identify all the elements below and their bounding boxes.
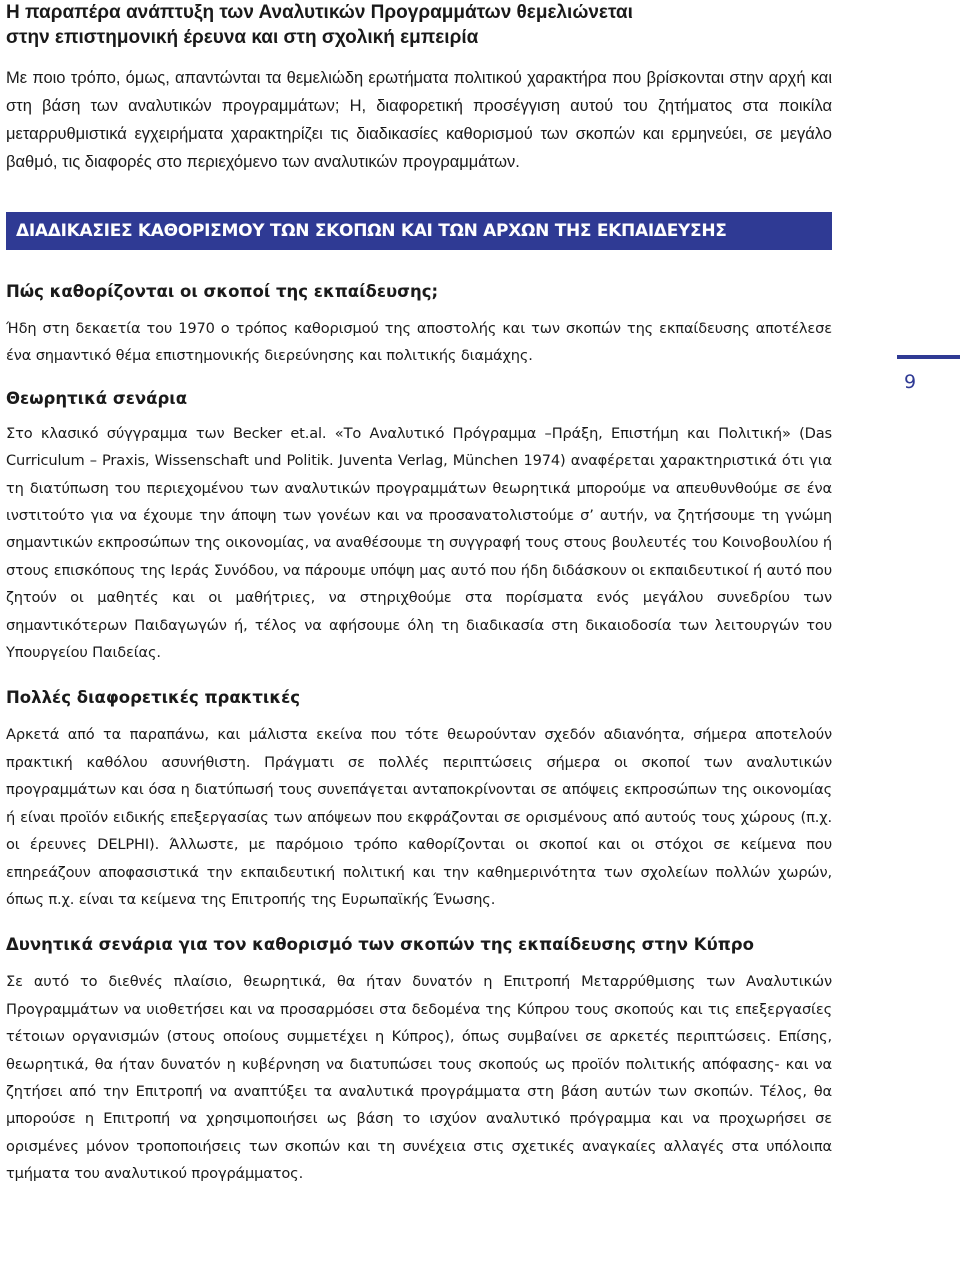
page-number-block xyxy=(897,355,960,393)
section-heading-cyprus: Δυνητικά σενάρια για τον καθορισμό των σκοπών της εκπαίδευσης στην Κύπρο xyxy=(6,935,754,955)
section-heading-purposes: Πώς καθορίζονται οι σκοποί της εκπαίδευσης; xyxy=(6,282,439,301)
section-paragraph-purposes: Ήδη στη δεκαετία του 1970 ο τρόπος καθορισμού της αποστολής και των σκοπών της εκπαίδευσης αποτέλεσε ένα σημαντικό θέμα επιστημονικής διερεύνησης και πολιτικής διαμάχης. xyxy=(6,320,832,365)
section-heading-practices: Πολλές διαφορετικές πρακτικές xyxy=(6,688,301,708)
intro-paragraph: Με ποιο τρόπο, όμως, απαντώνται τα θεμελιώδη ερωτήματα πολιτικού χαρακτήρα που βρίσκονται στην αρχή και στη βάση των αναλυτικών προγραμμάτων; Η, διαφορετική προσέγγιση αυτού του ζητήματος στα ποικίλα μεταρρυθμιστικά εγχειρήματα χαρακτηρίζει τις διαδικασίες καθορισμού των σκοπών και ερμηνεύει, σε μεγάλο βαθμό, τις διαφορές στο περιεχόμενο των αναλυτικών προγραμμάτων. xyxy=(6,69,832,171)
intro-title xyxy=(6,0,832,50)
intro-title-line-2: στην επιστημονική έρευνα και στη σχολική εμπειρία xyxy=(6,27,479,48)
intro-title-line-1: Η παραπέρα ανάπτυξη των Αναλυτικών Προγραμμάτων θεμελιώνεται xyxy=(6,2,633,23)
section-banner: ΔΙΑΔΙΚΑΣΙΕΣ ΚΑΘΟΡΙΣΜΟΥ ΤΩΝ ΣΚΟΠΩΝ ΚΑΙ ΤΩΝ ΑΡΧΩΝ ΤΗΣ ΕΚΠΑΙΔΕΥΣΗΣ xyxy=(6,212,832,250)
document-page xyxy=(6,0,832,1188)
section-paragraph-practices: Αρκετά από τα παραπάνω, και μάλιστα εκείνα που τότε θεωρούνταν σχεδόν αδιανόητα, σήμερα αποτελούν πρακτική καθόλου ασυνήθιστη. Πράγματι σε πολλές περιπτώσεις σήμερα οι σκοποί των αναλυτικών προγραμμάτων και όσα η διατύπωσή τους συνεπάγεται ανταποκρίνονται σε απόψεις εκπροσώπων της οικονομίας ή είναι προϊόν ειδικής επεξεργασίας των απόψεων που εκφράζονται σε ορισμένους από αυτούς τους χώρους (π.χ. οι έρευνες DELPHI). Άλλωστε, με παρόμοιο τρόπο καθορίζονται οι σκοποί και οι στόχοι σε κείμενα που επηρεάζουν αποφασιστικά την εκπαιδευτική πολιτική και την καθημερινότητα των σχολείων πολλών χωρών, όπως π.χ. είναι τα κείμενα της Επιτροπής της Ευρωπαϊκής Ένωσης. xyxy=(6,726,832,908)
section-paragraph-cyprus: Σε αυτό το διεθνές πλαίσιο, θεωρητικά, θα ήταν δυνατόν η Επιτροπή Μεταρρύθμισης των Αναλυτικών Προγραμμάτων να υιοθετήσει και να προσαρμόσει στα δεδομένα της Κύπρου τους σκοπούς και τις επεξεργασίες τέτοιων οργανισμών (στους οποίους συμμετέχει η Κύπρος), όπως συμβαίνει σε αρκετές περιπτώσεις. Επίσης, θεωρητικά, θα ήταν δυνατόν η κυβέρνηση να διατυπώσει τους σκοπούς ως προϊόν πολιτικής απόφασης- και να ζητήσει από την Επιτροπή να αναπτύξει τα αναλυτικά προγράμματα στη βάση αυτών των σκοπών. Τέλος, θα μπορούσε η Επιτροπή να χρησιμοποιήσει ως βάση το ισχύον αναλυτικό πρόγραμμα και να προχωρήσει σε ορισμένες μόνον τροποποιήσεις των σκοπών και τη συνέχεια στις σχετικές αναγκαίες αλλαγές στα υπόλοιπα τμήματα του αναλυτικού προγράμματος. xyxy=(6,973,832,1183)
section-heading-theoretical: Θεωρητικά σενάρια xyxy=(6,388,188,408)
section-paragraph-theoretical: Στο κλασικό σύγγραμμα των Becker et.al. «Το Αναλυτικό Πρόγραμμα –Πράξη, Επιστήμη και Πολιτική» (Das Curriculum – Praxis, Wissenschaft und Politik. Juventa Verlag, München 1974) αναφέρεται χαρακτηριστικά ότι για τη διατύπωση του περιεχομένου των αναλυτικών προγραμμάτων θεωρητικά μπορούμε να απευθυνθούμε σε ένα ινστιτούτο για να έχουμε την άποψη των γονέων και να προσανατολιστούμε σ’ αυτήν, να ζητήσουμε τη γνώμη σημαντικών εκπροσώπων της οικονομίας, να αναθέσουμε τη συγγραφή τους στους βουλευτές του Κοινοβουλίου ή στους επισκόπους της Ιεράς Συνόδου, να πάρουμε υπόψη μας αυτό που ήδη διδάσκουν οι εκπαιδευτικοί ή αυτό που ζητούν οι μαθητές και οι μαθήτριες, να στηριχθούμε στα πορίσματα ενός μεγάλου συνεδρίου των σημαντικότερων Παιδαγωγών ή, τέλος να αφήσουμε όλη τη διαδικασία στη δικαιοδοσία των λειτουργών του Υπουργείου Παιδείας. xyxy=(6,424,832,662)
page-number: 9 xyxy=(904,371,917,393)
page-number-rule xyxy=(897,355,960,359)
